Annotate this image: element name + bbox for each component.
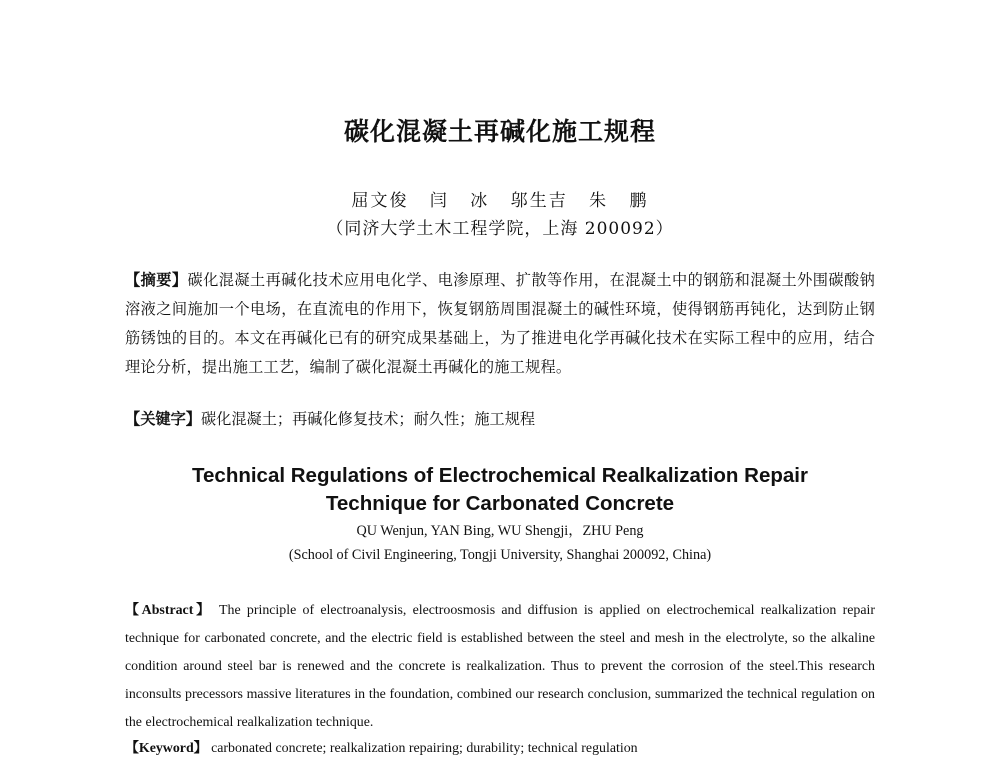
english-abstract-label: 【Abstract】 xyxy=(125,603,213,618)
english-title-line-1: Technical Regulations of Electrochemical Realkalization Repair xyxy=(192,464,808,487)
english-abstract xyxy=(125,597,875,737)
chinese-keywords xyxy=(125,405,875,434)
english-keywords-text: carbonated concrete; realkalization repairing; durability; technical regulation xyxy=(211,741,638,756)
chinese-keywords-label: 【关键字】 xyxy=(125,410,201,428)
chinese-abstract-label: 【摘要】 xyxy=(125,271,188,289)
english-keywords-label: 【Keyword】 xyxy=(125,741,208,756)
english-abstract-text: The principle of electroanalysis, electroosmosis and diffusion is applied on electrochemical realkalization repair technique for carbonated concrete, and the electric field is established between the steel and mesh in the electrolyte, so the alkaline condition around steel bar is renewed and the concrete is realkalization. Thus to prevent the corrosion of the steel.This research inconsults precessors massive literatures in the foundation, combined our research conclusion, summarized the technical regulation on the electrochemical realkalization technique. xyxy=(125,603,875,730)
english-affiliation: (School of Civil Engineering, Tongji University, Shanghai 200092, China) xyxy=(288,547,712,563)
chinese-affiliation: （同济大学土木工程学院，上海 200092） xyxy=(326,219,674,239)
chinese-abstract-text: 碳化混凝土再碱化技术应用电化学、电渗原理、扩散等作用，在混凝土中的钢筋和混凝土外围碳酸钠溶液之间施加一个电场，在直流电的作用下，恢复钢筋周围混凝土的碱性环境，使得钢筋再钝化，达到防止钢筋锈蚀的目的。本文在再碱化已有的研究成果基础上，为了推进电化学再碱化技术在实际工程中的应用，结合理论分析，提出施工工艺，编制了碳化混凝土再碱化的施工规程。 xyxy=(125,271,875,376)
english-title-line-2: Technique for Carbonated Concrete xyxy=(325,492,675,515)
english-authors: QU Wenjun, YAN Bing, WU Shengji，ZHU Peng xyxy=(356,523,644,539)
english-title xyxy=(0,462,1000,518)
chinese-authors: 屈文俊 闫 冰 邬生吉 朱 鹏 xyxy=(351,191,649,211)
chinese-keywords-text: 碳化混凝土；再碱化修复技术；耐久性；施工规程 xyxy=(200,410,536,428)
chinese-abstract xyxy=(125,266,875,382)
chinese-title: 碳化混凝土再碱化施工规程 xyxy=(343,117,656,146)
english-keywords xyxy=(125,735,875,763)
